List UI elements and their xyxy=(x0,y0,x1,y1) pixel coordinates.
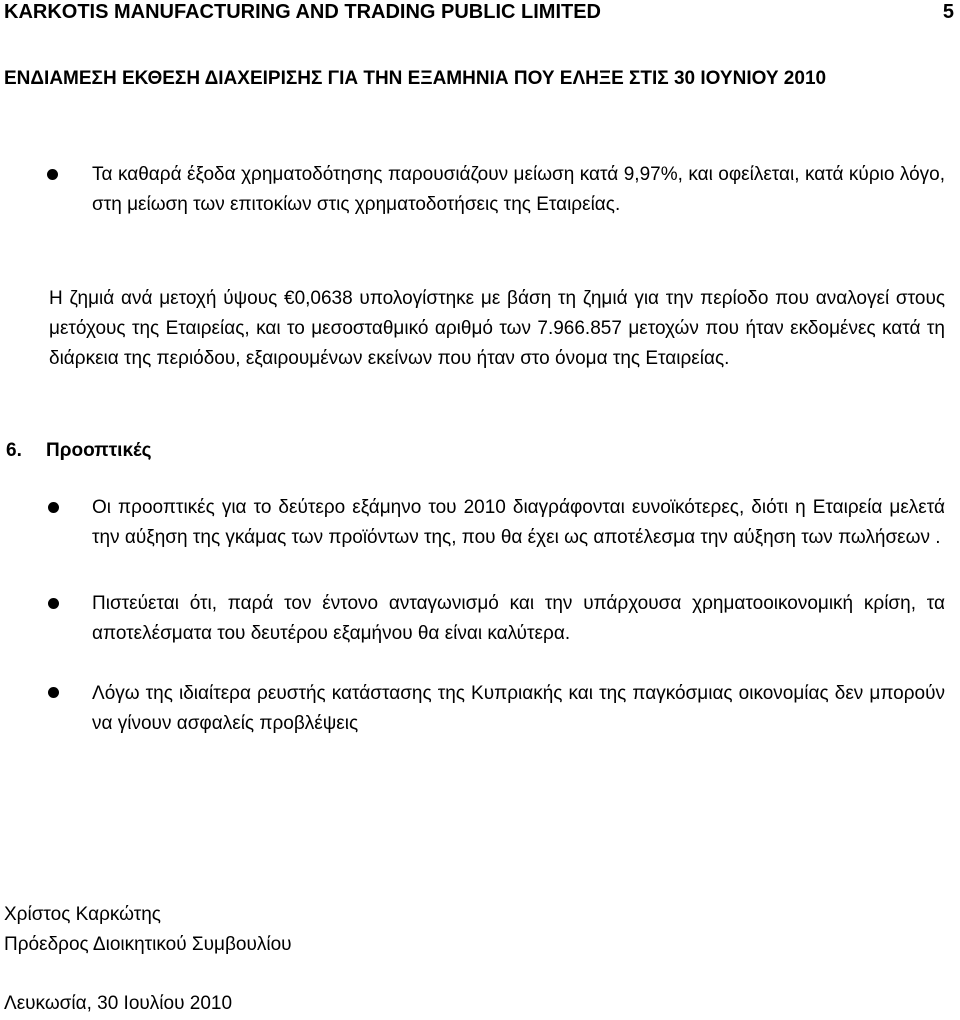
bullet-icon xyxy=(47,169,58,180)
report-title: ΕΝΔΙΑΜΕΣΗ ΕΚΘΕΣΗ ΔΙΑΧΕΙΡΙΣΗΣ ΓΙΑ ΤΗΝ ΕΞΑΜΗΝΙΑ ΠΟΥ ΕΛΗΞΕ ΣΤΙΣ 30 ΙΟΥΝΙΟΥ 2010 xyxy=(4,68,827,89)
signatory-role: Πρόεδρος Διοικητικού Συμβουλίου xyxy=(4,934,292,955)
page-number: 5 xyxy=(942,1,954,23)
bullet-icon xyxy=(48,687,59,698)
list-item: Λόγω της ιδιαίτερα ρευστής κατάστασης της Κυπριακής και της παγκόσμιας οικονομίας δεν μπορούν να γίνουν ασφαλείς προβλέψεις xyxy=(92,683,945,734)
place-and-date: Λευκωσία, 30 Ιουλίου 2010 xyxy=(4,993,233,1014)
company-name: KARKOTIS MANUFACTURING AND TRADING PUBLIC LIMITED xyxy=(4,1,602,23)
paragraph-loss-per-share: Η ζημιά ανά μετοχή ύψους €0,0638 υπολογίστηκε με βάση τη ζημιά για την περίοδο που αναλογεί στους μετόχους της Εταιρείας, και το μεσοσταθμικό αριθμό των 7.966.857 μετοχών που ήταν εκδομένες κατά τη διάρκεια της περιόδου, εξαιρουμένων εκείνων που ήταν στο όνομα της Εταιρείας. xyxy=(49,288,945,369)
list-item: Πιστεύεται ότι, παρά τον έντονο ανταγωνισμό και την υπάρχουσα χρηματοοικονομική κρίση, τα αποτελέσματα του δευτέρου εξαμήνου θα είναι καλύτερα. xyxy=(92,593,945,644)
bullet-icon xyxy=(48,502,59,513)
paragraph-finance-costs: Τα καθαρά έξοδα χρηματοδότησης παρουσιάζουν μείωση κατά 9,97%, και οφείλεται, κατά κύριο λόγο, στη μείωση των επιτοκίων στις χρηματοδοτήσεις της Εταιρείας. xyxy=(92,164,945,215)
bullet-icon xyxy=(48,598,59,609)
section-number: 6. xyxy=(6,440,22,461)
signatory-name: Χρίστος Καρκώτης xyxy=(4,904,161,925)
section-title: Προοπτικές xyxy=(46,440,152,461)
section-heading xyxy=(6,436,152,466)
list-item: Οι προοπτικές για το δεύτερο εξάμηνο του 2010 διαγράφονται ευνοϊκότερες, διότι η Εταιρεία μελετά την αύξηση της γκάμας των προϊόντων της, που θα έχει ως αποτέλεσμα την αύξηση των πωλήσεων . xyxy=(92,497,945,548)
